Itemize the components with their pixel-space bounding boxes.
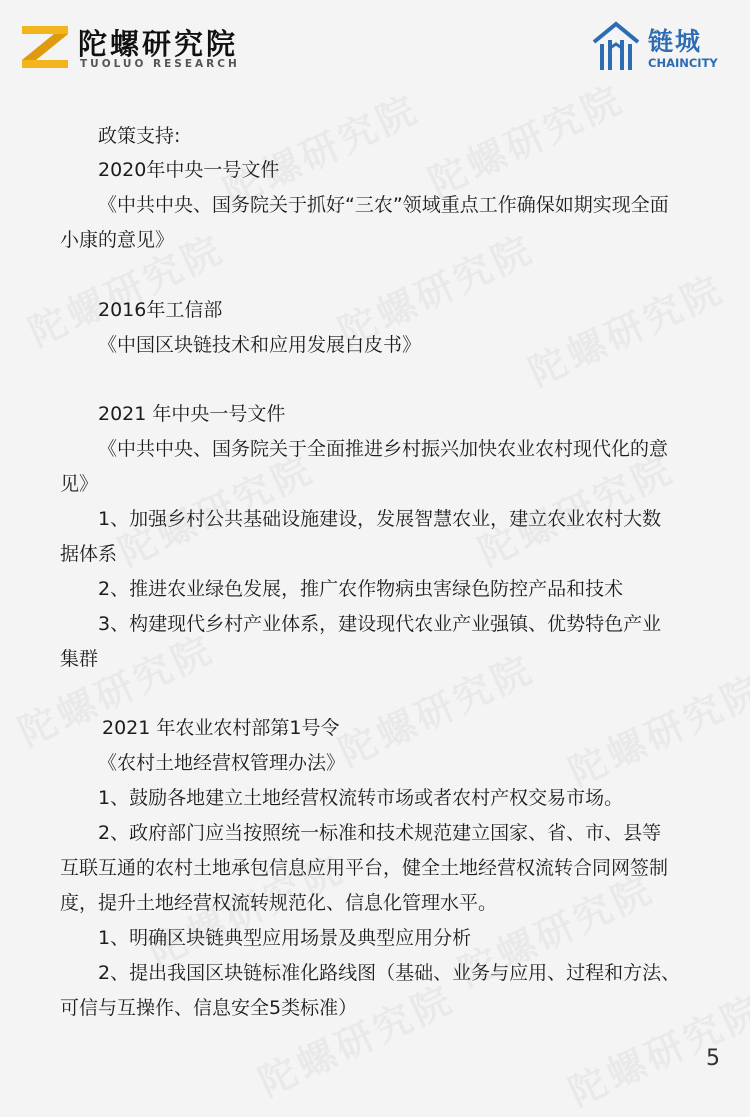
list-item-cont: 据体系 [60, 543, 118, 565]
partner-subtitle: CHAINCITY [648, 56, 718, 70]
list-item: 1、明确区块链典型应用场景及典型应用分析 [98, 927, 472, 949]
document-year-title: 2021 年中央一号文件 [98, 403, 286, 425]
document-title: 《中国区块链技术和应用发展白皮书》 [98, 334, 422, 356]
document-year-title: 2020年中央一号文件 [98, 159, 280, 181]
partner-name: 链城 [648, 27, 703, 56]
document-title: 《中共中央、国务院关于抓好“三农”领域重点工作确保如期实现全面 [98, 194, 669, 216]
document-title: 《农村土地经营权管理办法》 [98, 752, 346, 774]
list-item: 3、构建现代乡村产业体系，建设现代农业产业强镇、优势特色产业 [98, 613, 662, 635]
document-title: 《中共中央、国务院关于全面推进乡村振兴加快农业农村现代化的意 [98, 438, 669, 460]
page-number: 5 [706, 1046, 720, 1071]
document-title-cont: 小康的意见》 [60, 229, 175, 251]
document-year-title: 2016年工信部 [98, 299, 223, 321]
list-item-cont: 可信与互操作、信息安全5类标准） [60, 997, 358, 1019]
list-item-cont: 度，提升土地经营权流转规范化、信息化管理水平。 [60, 892, 498, 914]
list-item: 2、提出我国区块链标准化路线图（基础、业务与应用、过程和方法、 [98, 962, 681, 984]
brand-subtitle: TUOLUO RESEARCH [80, 58, 240, 70]
document-title-cont: 见》 [60, 473, 99, 495]
list-item: 1、鼓励各地建立土地经营权流转市场或者农村产权交易市场。 [98, 787, 624, 809]
list-item-cont: 互联互通的农村土地承包信息应用平台，健全土地经营权流转合同网签制 [60, 857, 669, 879]
list-item-cont: 集群 [60, 648, 99, 670]
list-item: 1、加强乡村公共基础设施建设，发展智慧农业，建立农业农村大数 [98, 508, 662, 530]
list-item: 2、推进农业绿色发展，推广农作物病虫害绿色防控产品和技术 [98, 578, 624, 600]
list-item: 2、政府部门应当按照统一标准和技术规范建立国家、省、市、县等 [98, 822, 662, 844]
section-heading: 政策支持: [98, 125, 181, 147]
document-year-title: 2021 年农业农村部第1号令 [102, 717, 340, 739]
brand-name: 陀螺研究院 [78, 27, 239, 61]
